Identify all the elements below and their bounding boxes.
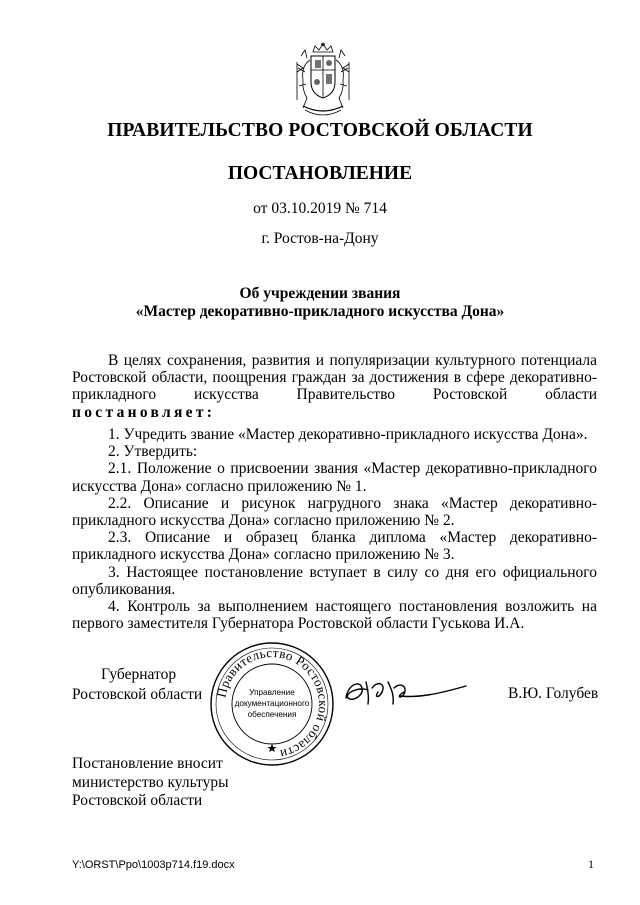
resolves-word: постановляет: [72, 403, 216, 421]
signatory-title-line-2: Ростовской области [72, 686, 203, 703]
stamp-inner-line-3: обеспечения [247, 710, 297, 719]
list-item: 3. Настоящее постановление вступает в силу со дня его официального опубликования. [72, 563, 597, 598]
preamble-text: В целях сохранения, развития и популяризации культурного потенциала Ростовской области, поощрения граждан за достижения в сфере декоративно-прикладного искусства Правительство Ростовской области [72, 352, 597, 404]
list-item: 2.1. Положение о присвоении звания «Мастер декоративно-прикладного искусства Дона» согласно приложению № 1. [72, 460, 597, 495]
initiator-line-1: Постановление вносит [72, 755, 223, 772]
official-stamp [208, 640, 336, 768]
subject-line-1: Об учреждении звания [239, 285, 401, 302]
page-number: 1 [588, 857, 594, 871]
stamp-inner-line-1: Управление [249, 688, 295, 697]
document-type: ПОСТАНОВЛЕНИЕ [227, 163, 413, 184]
date-and-number: от 03.10.2019 № 714 [253, 200, 387, 217]
initiator-line-2: министерство культуры [72, 773, 229, 791]
file-path: Y:\ORST\Ppo\1003p714.f19.docx [72, 859, 235, 871]
list-item: 4. Контроль за выполнением настоящего постановления возложить на первого заместителя Губернатора Ростовской области Гуськова И.А. [72, 598, 597, 633]
resolution-items [72, 426, 597, 632]
stamp-ring-text: Правительство Ростовской области [213, 644, 332, 763]
signatory-title-line-1: Губернатор [101, 666, 177, 683]
list-item: 2. Утвердить: [108, 443, 198, 461]
list-item: 1. Учредить звание «Мастер декоративно-прикладного искусства Дона». [108, 426, 588, 443]
preamble-paragraph [72, 352, 597, 421]
handwritten-signature [338, 668, 478, 714]
subject-line-2: «Мастер декоративно-прикладного искусства Дона» [135, 303, 505, 320]
place-of-issue: г. Ростов-на-Дону [261, 230, 379, 247]
organization-title: ПРАВИТЕЛЬСТВО РОСТОВСКОЙ ОБЛАСТИ [107, 120, 533, 141]
list-item: 2.3. Описание и образец бланка диплома «Мастер декоративно-прикладного искусства Дона» согласно приложению № 3. [72, 529, 597, 564]
initiator-block [72, 755, 229, 811]
signatory-name: В.Ю. Голубев [508, 685, 599, 702]
initiator-line-3: Ростовской области [72, 792, 203, 809]
stamp-inner-line-2: документационного [234, 699, 310, 708]
signatory-title [72, 665, 202, 705]
stamp-star-icon [268, 744, 277, 752]
coat-of-arms-icon [293, 42, 353, 118]
list-item: 2.2. Описание и рисунок нагрудного знака «Мастер декоративно-прикладного искусства Дона» согласно приложению № 2. [72, 494, 597, 530]
